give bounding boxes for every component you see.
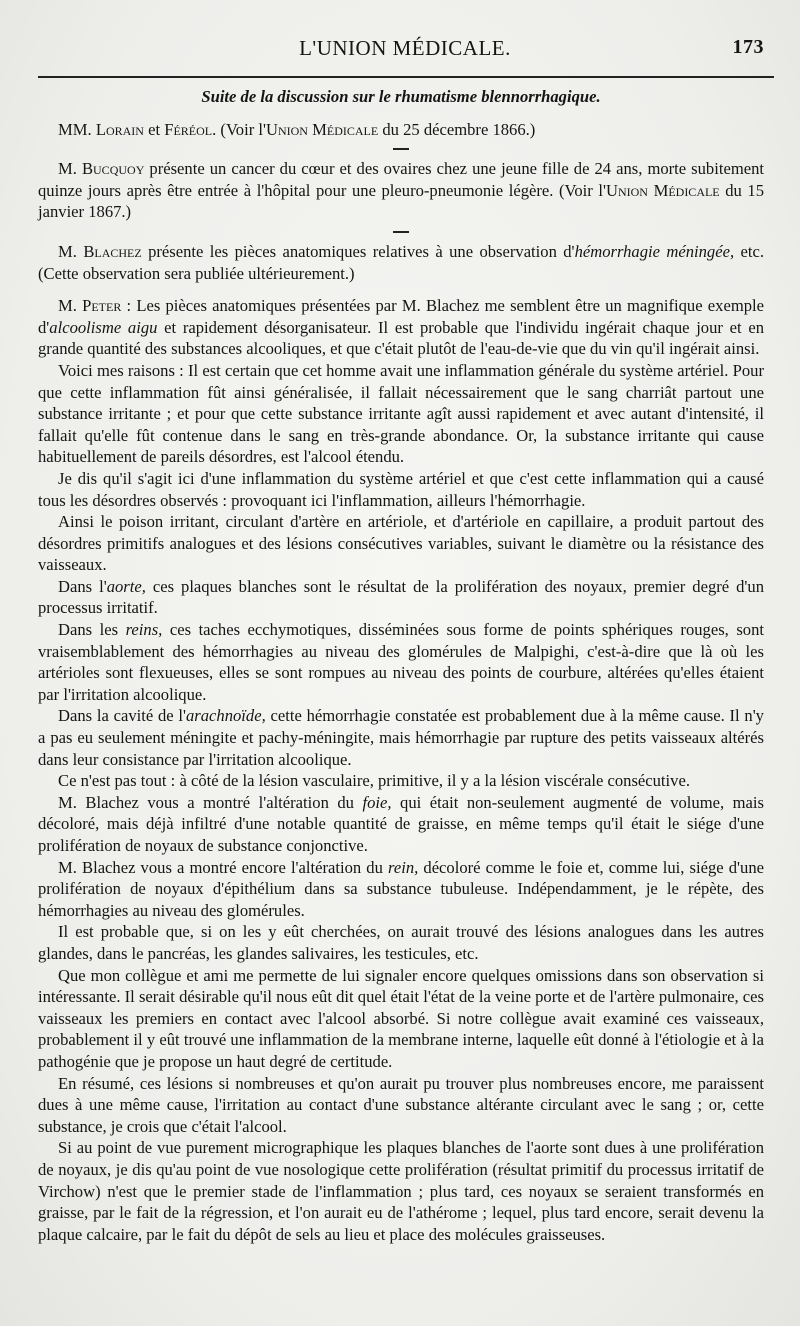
page-header (38, 36, 772, 66)
speaker-name: Blachez (83, 241, 142, 261)
speaker-name: Peter (82, 296, 122, 316)
text-run: et (143, 119, 165, 139)
italic-term: rein, (388, 857, 419, 877)
paragraph: Ce n'est pas tout : à côté de la lésion vasculaire, primitive, il y a la lésion viscérale consécutive. (58, 771, 690, 791)
text-run: M. Blachez vous a montré l'altération du (58, 792, 363, 812)
section-title: Suite de la discussion sur le rhumatisme blennorrhagique. (201, 87, 601, 106)
text-run: etc. (Cette observation sera publiée ultérieurement.) (38, 241, 764, 283)
text-run: ces plaques blanches sont le résultat de la prolifération des noyaux, premier degré d'un processus irritatif. (38, 576, 764, 618)
paragraph: En résumé, ces lésions si nombreuses et qu'on aurait pu trouver plus nombreuses encore, me paraissent dues à une même cause, l'irritation au contact d'une substance altérante circulant avec le sang ; or, cette substance, je crois que c'était l'alcool. (38, 1073, 764, 1136)
paragraph: Ainsi le poison irritant, circulant d'artère en artériole, et d'artériole en capillaire, a produit partout des désordres primitifs analogues et des lésions consécutives variables, suivant le diamètre ou la résistance des vaisseaux. (38, 512, 764, 575)
entry-lorain-fereol (38, 119, 764, 141)
paragraph (38, 576, 764, 619)
separator (38, 223, 764, 241)
text-run: : Les pièces anatomiques présentées par M. Blachez me semblent être un magnifique exemple d' (38, 296, 764, 337)
text-run: présente les pièces anatomiques relatives à une observation d' (141, 241, 575, 261)
speaker-name: Lorain (95, 119, 144, 139)
text-run: décoloré comme le foie et, comme lui, siége d'une prolifération de noyaux d'épithélium dans sa substance tubuleuse. Indépendamment, je le répète, des hémorrhagies au niveau des glomérules. (38, 857, 764, 920)
paragraph: Si au point de vue purement micrographique les plaques blanches de l'aorte sont dues à une prolifération de noyaux, je dis qu'au point de vue nosologique cette prolifération (résultat primitif du processus irritatif de Virchow) n'est que le premier stade de l'inflammation ; plus tard, ces noyaux se seraient transformés en graisse, par le fait de la régression, et l'on aurait eu de l'athérome ; lequel, plus tard encore, serait devenu la plaque calcaire, par le fait du dépôt de sels au lieu et place des molécules graisseuses. (38, 1138, 764, 1244)
speaker-prefix: M. (58, 241, 84, 261)
paragraph: Voici mes raisons : Il est certain que cet homme avait une inflammation générale du système artériel. Pour que cette inflammation fût ainsi généralisée, il fallait nécessairement que le sang charriât partout une substance irritante ; et pour que cette substance irritante agît aussi rapidement et avec autant d'intensité, il fallait qu'elle fût contenue dans le sang en très-grande abondance. Or, la substance irritante qui cause habituellement de pareils désordres, est l'alcool étendu. (38, 360, 764, 467)
entry-blachez (38, 241, 764, 284)
paragraph: Que mon collègue et ami me permette de lui signaler encore quelques omissions dans son observation si intéressante. Il serait désirable qu'il nous eût dit quel était l'état de la veine porte et de l'artère pulmonaire, ces vaisseaux les premiers en contact avec l'alcool absorbé. Si notre collègue avait examiné ces vaisseaux, probablement il y eût trouvé une inflammation de la membrane interne, laquelle eût donné à l'étiologie et à la pathogénie que je propose un haut degré de certitude. (38, 965, 764, 1071)
text-run: présente un cancer du cœur et des ovaires chez une jeune fille de 24 ans, morte subitement quinze jours après être entrée à l'hôpital pour une pleuro-pneumonie légère. (Voir l' (38, 159, 764, 200)
speaker-name: Féréol. (164, 119, 217, 139)
text-run: du 15 janvier 1867.) (38, 180, 764, 222)
italic-term: alcoolisme aigu (49, 317, 158, 337)
page-number: 173 (732, 36, 764, 58)
paragraph (38, 619, 764, 705)
italic-term: arachnoïde, (186, 706, 266, 726)
text-run: cette hémorrhagie constatée est probablement due à la même cause. Il n'y a pas eu seulement méningite et pachy-méningite, mais hémorrhagie par rupture des petits vaisseaux altérés dans leur consistance par l'irritation alcoolique. (38, 706, 764, 769)
text-run: et rapidement désorganisateur. Il est probable que l'individu ingérait chaque jour et en grande quantité des substances alcooliques, et que c'était plutôt de l'eau-de-vie que du vin qu'il ingérait ainsi. (38, 317, 765, 359)
paragraph: Je dis qu'il s'agit ici d'une inflammation du système artériel et que c'est cette inflammation qui a causé tous les désordres observés : provoquant ici l'inflammation, ailleurs l'hémorrhagie. (38, 468, 764, 510)
text-run: (Voir l' (216, 119, 266, 139)
header-rule (38, 76, 774, 78)
entry-bucquoy (38, 158, 764, 223)
italic-term: reins, (125, 620, 163, 640)
paragraph (38, 705, 764, 770)
paragraph (38, 792, 764, 857)
speaker-prefix: MM. (58, 119, 96, 139)
text-run: M. Blachez vous a montré encore l'altération du (58, 857, 389, 877)
paragraph-peter (38, 295, 764, 360)
text-run: du 25 décembre 1866.) (378, 119, 536, 139)
separator (38, 140, 764, 158)
text-run: ces taches ecchymotiques, disséminées sous forme de points sphériques rouges, sont vraisemblablement des hémorrhagies au niveau des glomérules de Malpighi, c'est-à-dire que là où les artérioles sont flexueuses, elles se sont rompues au niveau des points de courbure, altérées qu'elles étaient par l'irritation alcoolique. (38, 620, 764, 704)
journal-name: Union Médicale (265, 119, 379, 139)
running-title: L'UNION MÉDICALE. (299, 36, 511, 60)
italic-term: aorte, (106, 576, 146, 596)
paragraph (38, 857, 764, 922)
text-run: Dans la cavité de l' (58, 706, 186, 726)
speaker-name: Bucquoy (81, 159, 145, 179)
text-run: qui était non-seulement augmenté de volume, mais décoloré, mais déjà infiltré d'une notable quantité de graisse, en même temps qu'il était le siége d'une prolifération de noyaux de substance conjonctive. (38, 792, 764, 855)
article-body (38, 86, 764, 1245)
italic-term: hémorrhagie méningée, (574, 241, 735, 261)
paragraph: Il est probable que, si on les y eût cherchées, on aurait trouvé des lésions analogues dans les autres glandes, dans le pancréas, les glandes salivaires, les testicules, etc. (38, 922, 764, 963)
text-run: Dans les (58, 620, 126, 640)
italic-term: foie, (362, 792, 392, 812)
journal-name: Union Médicale (606, 180, 720, 200)
speaker-prefix: M. (58, 159, 82, 179)
speaker-prefix: M. (58, 296, 83, 316)
text-run: Dans l' (58, 576, 107, 596)
